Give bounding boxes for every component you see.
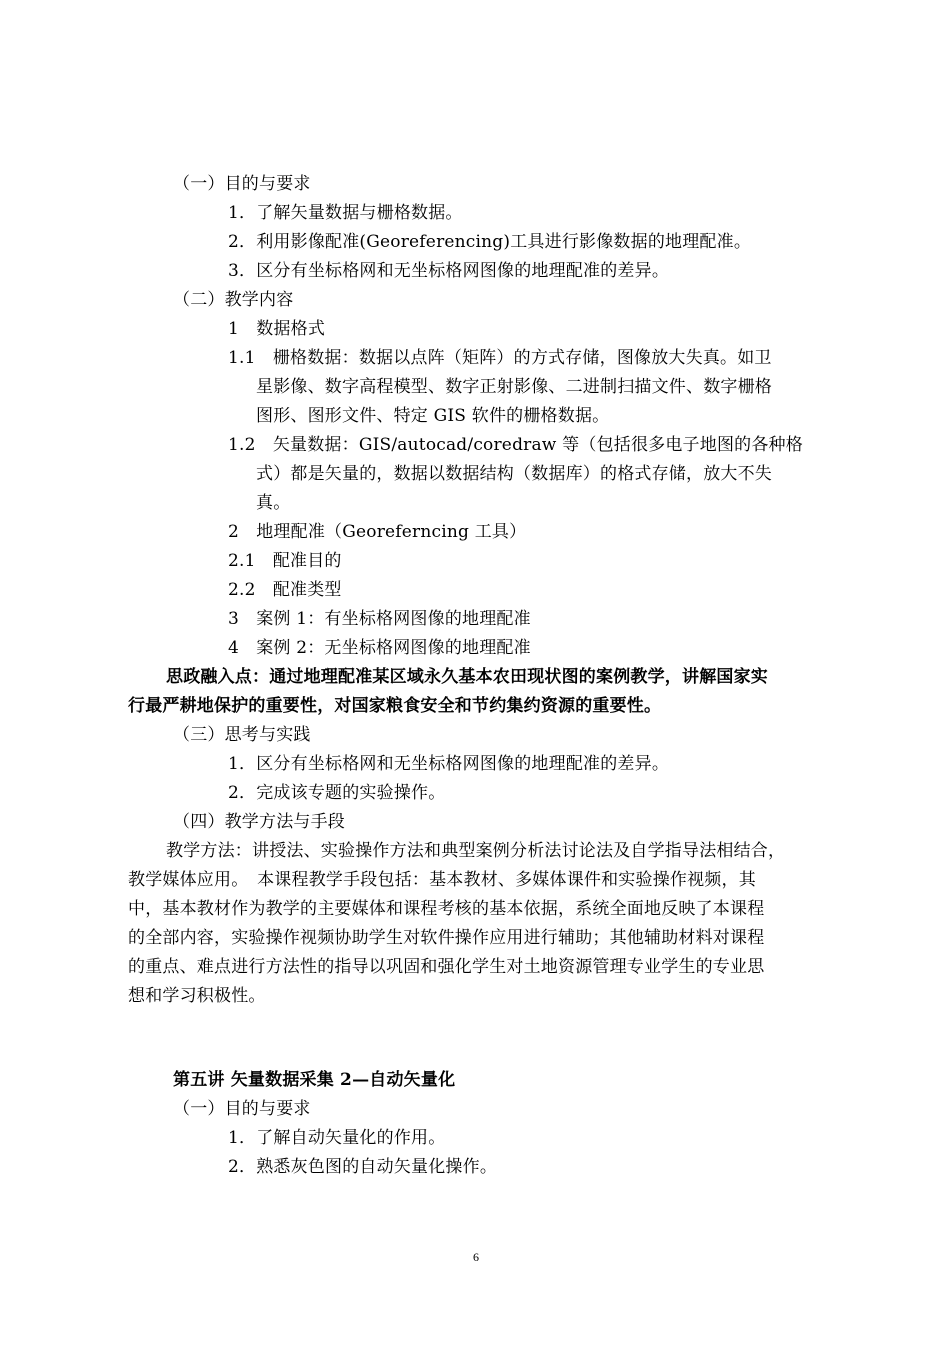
content-item-1-2-line-3: 真。 (256, 493, 291, 513)
content-item-1-2-line-2: 式）都是矢量的，数据以数据结构（数据库）的格式存储，放大不失 (256, 464, 772, 484)
methods-paragraph-line-2: 教学媒体应用。 本课程教学手段包括：基本教材、多媒体课件和实验操作视频，其 (128, 870, 756, 890)
content-item-3: 3 案例 1：有坐标格网图像的地理配准 (228, 609, 531, 629)
content-item-4: 4 案例 2：无坐标格网图像的地理配准 (228, 638, 531, 658)
objective-item-2: 2．利用影像配准(Georeferencing)工具进行影像数据的地理配准。 (228, 232, 752, 252)
methods-paragraph-line-1: 教学方法：讲授法、实验操作方法和典型案例分析法讨论法及自学指导法相结合， (166, 841, 786, 861)
ideology-note-line-1: 思政融入点：通过地理配准某区域永久基本农田现状图的案例教学，讲解国家实 (166, 667, 768, 687)
practice-item-1: 1．区分有坐标格网和无坐标格网图像的地理配准的差异。 (228, 754, 670, 774)
methods-paragraph-line-3: 中，基本教材作为教学的主要媒体和课程考核的基本依据，系统全面地反映了本课程 (128, 899, 765, 919)
content-item-1-2-line-1: 1.2 矢量数据：GIS/autocad/coredraw 等（包括很多电子地图的各种格 (228, 435, 803, 455)
content-item-1-1-line-3: 图形、图形文件、特定 GIS 软件的栅格数据。 (256, 406, 610, 426)
content-item-1: 1 数据格式 (228, 319, 326, 339)
ideology-note-line-2: 行最严耕地保护的重要性，对国家粮食安全和节约集约资源的重要性。 (128, 696, 662, 716)
content-item-2: 2 地理配准（Georeferncing 工具） (228, 522, 527, 542)
objective-item-1: 1．了解矢量数据与栅格数据。 (228, 203, 463, 223)
section-heading-content: （二）教学内容 (173, 290, 294, 310)
lecture5-item-1: 1．了解自动矢量化的作用。 (228, 1128, 446, 1148)
objective-item-3: 3．区分有坐标格网和无坐标格网图像的地理配准的差异。 (228, 261, 670, 281)
section-heading-practice: （三）思考与实践 (173, 725, 311, 745)
methods-paragraph-line-4: 的全部内容，实验操作视频协助学生对软件操作应用进行辅助；其他辅助材料对课程 (128, 928, 765, 948)
content-item-2-2: 2.2 配准类型 (228, 580, 342, 600)
section-heading-objectives: （一）目的与要求 (173, 174, 311, 194)
lecture-title: 第五讲 矢量数据采集 2—自动矢量化 (173, 1070, 456, 1090)
page-number: 6 (473, 1250, 479, 1264)
methods-paragraph-line-5: 的重点、难点进行方法性的指导以巩固和强化学生对土地资源管理专业学生的专业思 (128, 957, 765, 977)
lecture5-item-2: 2．熟悉灰色图的自动矢量化操作。 (228, 1157, 498, 1177)
content-item-2-1: 2.1 配准目的 (228, 551, 342, 571)
lecture5-section-heading: （一）目的与要求 (173, 1099, 311, 1119)
practice-item-2: 2．完成该专题的实验操作。 (228, 783, 446, 803)
section-heading-methods: （四）教学方法与手段 (173, 812, 345, 832)
methods-paragraph-line-6: 想和学习积极性。 (128, 986, 266, 1006)
content-item-1-1-line-1: 1.1 栅格数据：数据以点阵（矩阵）的方式存储，图像放大失真。如卫 (228, 348, 772, 368)
content-item-1-1-line-2: 星影像、数字高程模型、数字正射影像、二进制扫描文件、数字栅格 (256, 377, 772, 397)
